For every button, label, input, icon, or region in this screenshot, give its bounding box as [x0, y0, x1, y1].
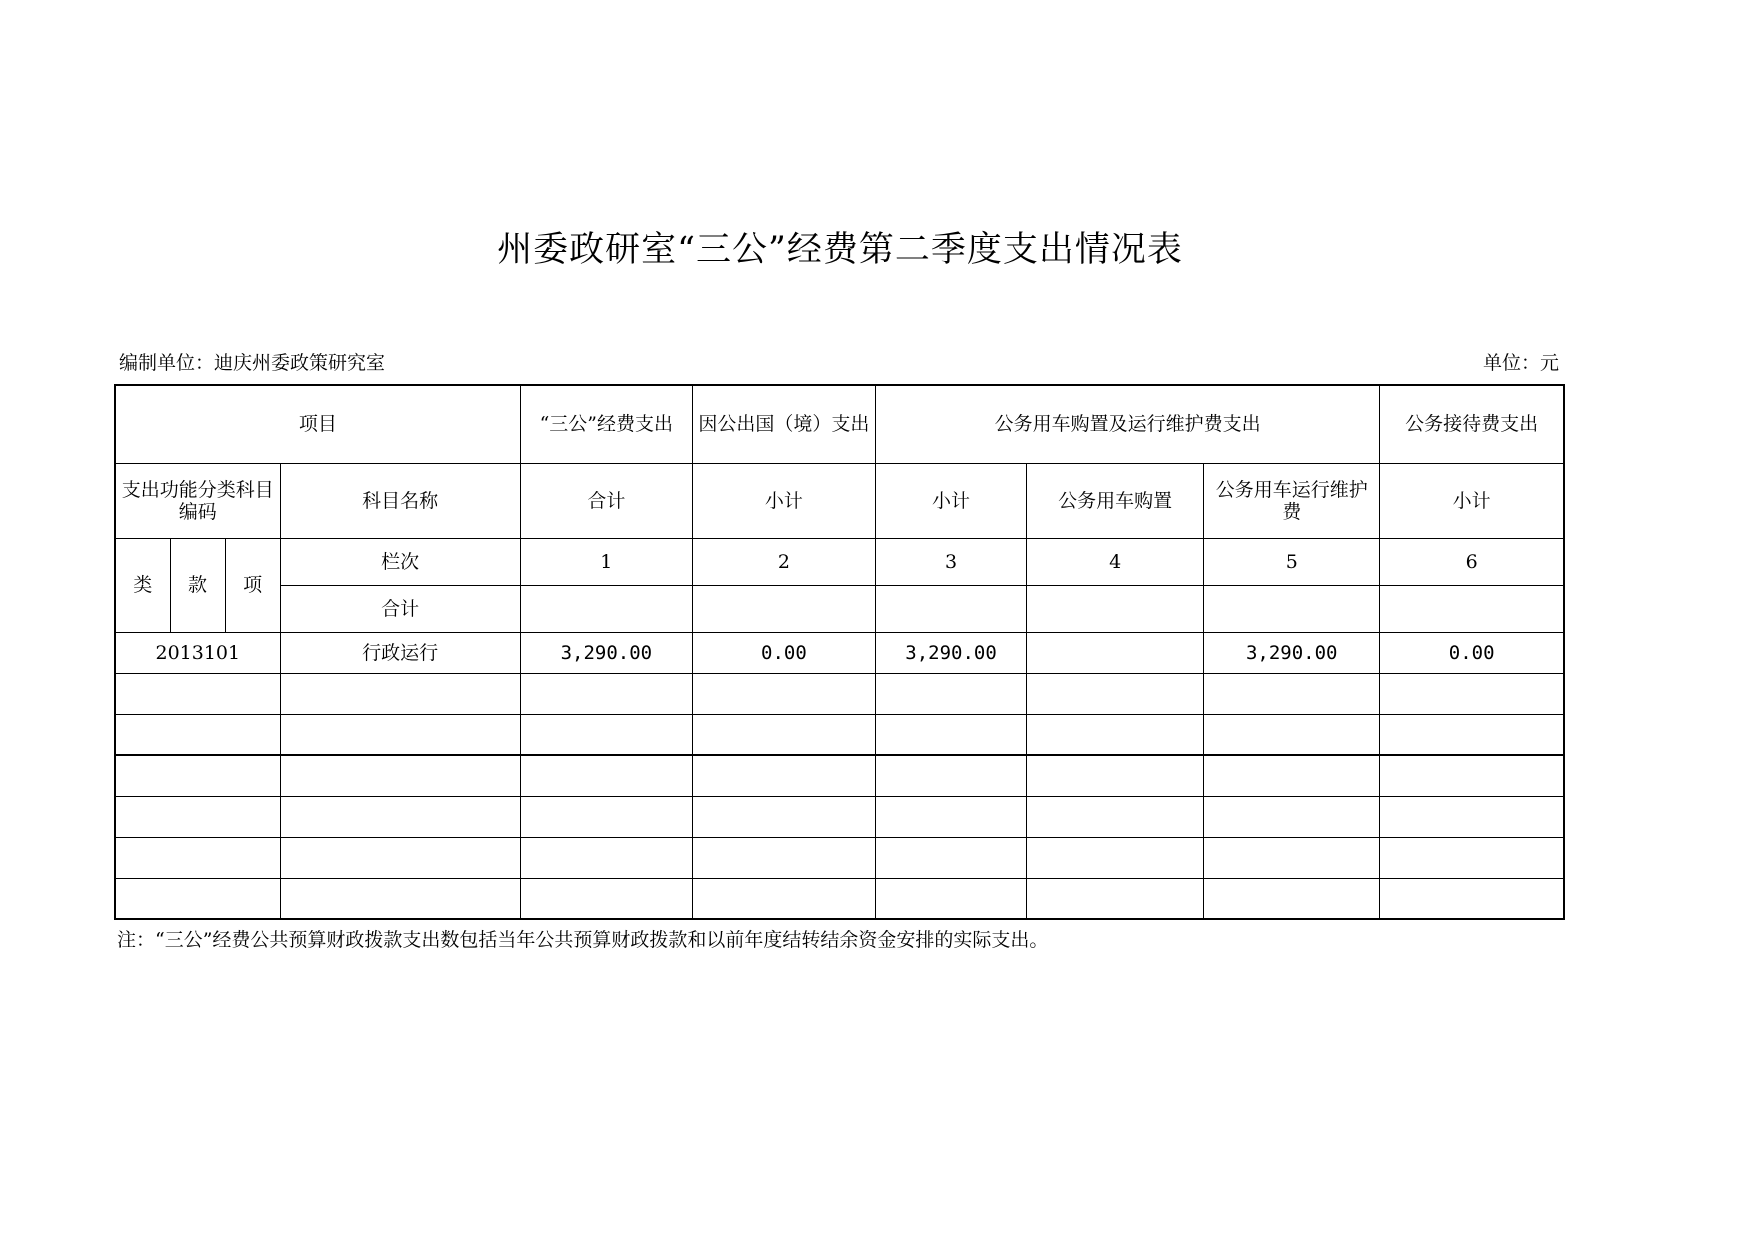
row-abroad-subtotal: 0.00 [692, 632, 875, 673]
empty-cell [875, 796, 1026, 837]
empty-cell [1380, 755, 1564, 796]
empty-row [115, 878, 1564, 919]
header-abroad-subtotal: 小计 [692, 463, 875, 538]
page-title: 州委政研室“三公”经费第二季度支出情况表 [497, 230, 1183, 270]
row-reception-subtotal: 0.00 [1380, 632, 1564, 673]
empty-cell [520, 755, 692, 796]
header-abroad: 因公出国（境）支出 [692, 385, 875, 463]
empty-cell [1027, 878, 1204, 919]
empty-cell [692, 796, 875, 837]
empty-cell [875, 878, 1026, 919]
sum-cell [1204, 585, 1380, 632]
empty-row [115, 796, 1564, 837]
empty-cell [692, 673, 875, 714]
empty-cell [1204, 796, 1380, 837]
row-vehicle-subtotal: 3,290.00 [875, 632, 1026, 673]
header-vehicle: 公务用车购置及运行维护费支出 [875, 385, 1379, 463]
empty-cell [692, 714, 875, 755]
empty-cell [1027, 755, 1204, 796]
empty-cell [1204, 878, 1380, 919]
empty-cell [115, 673, 280, 714]
empty-row [115, 714, 1564, 755]
table-row [115, 632, 1564, 673]
empty-cell [1027, 796, 1204, 837]
header-xiang: 项 [225, 538, 280, 632]
sum-row [115, 585, 1564, 632]
sum-cell [692, 585, 875, 632]
empty-cell [520, 837, 692, 878]
empty-cell [875, 755, 1026, 796]
sum-cell [1380, 585, 1564, 632]
header-row-1 [115, 385, 1564, 463]
row-sangong-total: 3,290.00 [520, 632, 692, 673]
empty-row [115, 673, 1564, 714]
empty-cell [692, 837, 875, 878]
empty-cell [280, 755, 520, 796]
empty-cell [115, 878, 280, 919]
empty-cell [1380, 837, 1564, 878]
empty-cell [520, 714, 692, 755]
empty-cell [115, 796, 280, 837]
header-vehicle-purchase: 公务用车购置 [1027, 463, 1204, 538]
empty-cell [692, 878, 875, 919]
empty-cell [520, 673, 692, 714]
col-number-6: 6 [1380, 538, 1564, 585]
row-subject-name: 行政运行 [280, 632, 520, 673]
empty-cell [115, 755, 280, 796]
column-index-label: 栏次 [280, 538, 520, 585]
empty-cell [875, 714, 1026, 755]
col-number-4: 4 [1027, 538, 1204, 585]
empty-cell [1204, 673, 1380, 714]
empty-cell [1204, 755, 1380, 796]
header-sangong-total: “三公”经费支出 [520, 385, 692, 463]
empty-cell [692, 755, 875, 796]
header-row-2 [115, 463, 1564, 538]
header-reception: 公务接待费支出 [1380, 385, 1564, 463]
empty-cell [1204, 714, 1380, 755]
empty-cell [875, 673, 1026, 714]
prepared-by: 编制单位：迪庆州委政策研究室 [119, 352, 386, 374]
row-vehicle-purchase [1027, 632, 1204, 673]
col-number-3: 3 [875, 538, 1026, 585]
empty-cell [280, 714, 520, 755]
col-number-5: 5 [1204, 538, 1380, 585]
header-total: 合计 [520, 463, 692, 538]
empty-cell [1027, 673, 1204, 714]
empty-row [115, 837, 1564, 878]
empty-cell [280, 673, 520, 714]
column-index-row [115, 538, 1564, 585]
empty-cell [280, 837, 520, 878]
sum-cell [875, 585, 1026, 632]
empty-cell [280, 796, 520, 837]
row-code: 2013101 [115, 632, 280, 673]
empty-cell [1204, 837, 1380, 878]
sum-cell [1027, 585, 1204, 632]
sum-cell [520, 585, 692, 632]
empty-cell [1380, 673, 1564, 714]
empty-cell [1380, 878, 1564, 919]
header-func-code: 支出功能分类科目编码 [115, 463, 280, 538]
footnote: 注：“三公”经费公共预算财政拨款支出数包括当年公共预算财政拨款和以前年度结转结余资金安排的实际支出。 [117, 929, 1049, 951]
header-vehicle-running: 公务用车运行维护费 [1204, 463, 1380, 538]
empty-cell [520, 796, 692, 837]
header-reception-subtotal: 小计 [1380, 463, 1564, 538]
header-subject-name: 科目名称 [280, 463, 520, 538]
empty-cell [280, 878, 520, 919]
header-kuan: 款 [170, 538, 225, 632]
unit-label: 单位：元 [1483, 352, 1560, 374]
empty-cell [115, 837, 280, 878]
header-item: 项目 [115, 385, 520, 463]
header-vehicle-subtotal: 小计 [875, 463, 1026, 538]
sum-label: 合计 [280, 585, 520, 632]
empty-cell [1380, 796, 1564, 837]
empty-cell [1027, 714, 1204, 755]
col-number-1: 1 [520, 538, 692, 585]
col-number-2: 2 [692, 538, 875, 585]
empty-cell [1027, 837, 1204, 878]
empty-cell [520, 878, 692, 919]
empty-cell [115, 714, 280, 755]
empty-cell [1380, 714, 1564, 755]
empty-cell [875, 837, 1026, 878]
row-vehicle-running: 3,290.00 [1204, 632, 1380, 673]
empty-row [115, 755, 1564, 796]
expense-table [114, 384, 1565, 920]
header-lei: 类 [115, 538, 170, 632]
